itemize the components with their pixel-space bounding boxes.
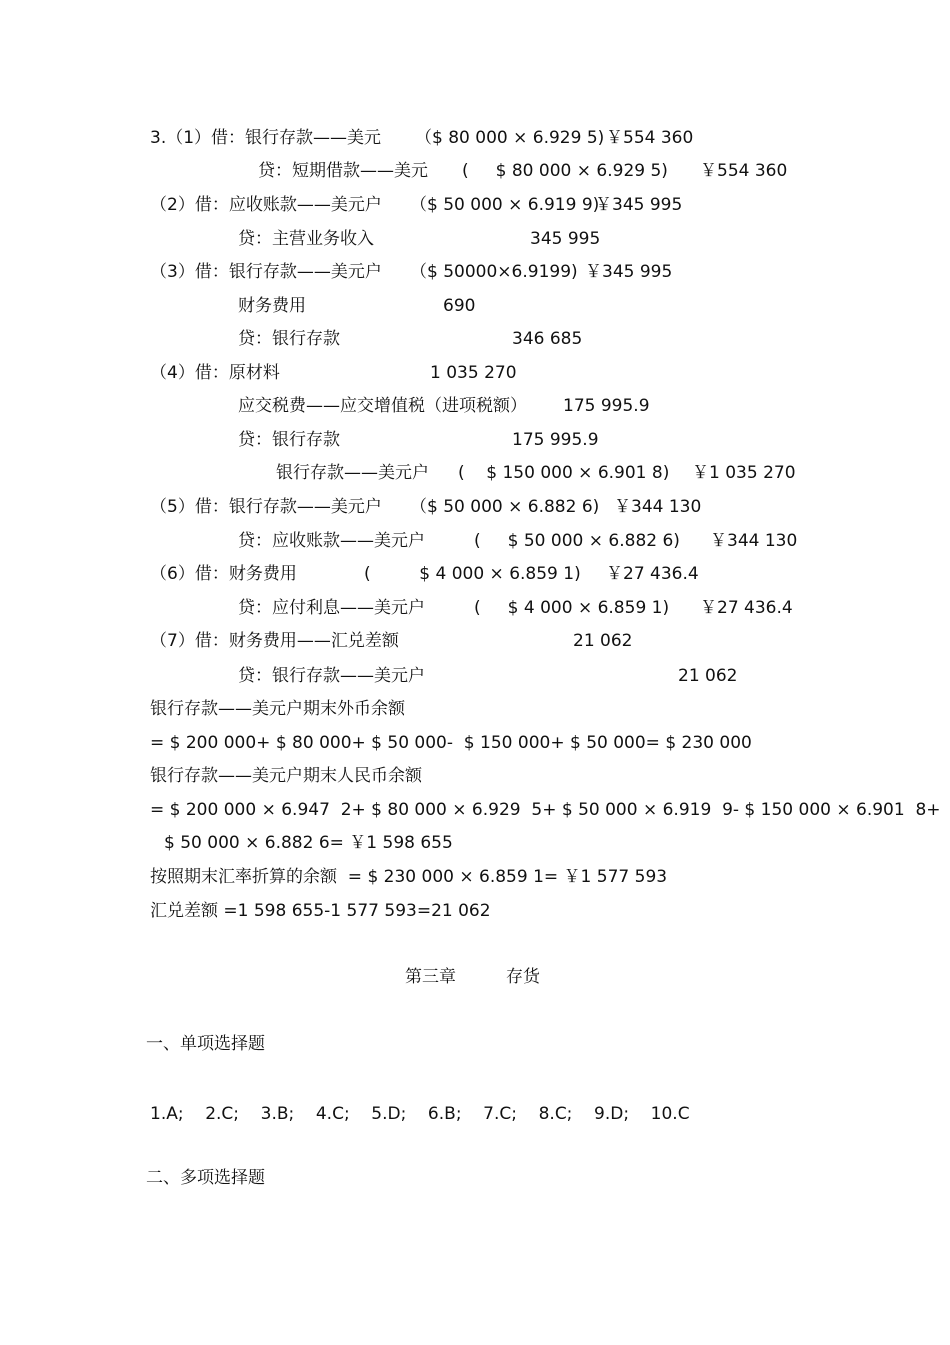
- entry-6-credit: 贷：应付利息——美元户: [238, 598, 425, 618]
- entry-4-debit: （4）借：原材料: [150, 363, 280, 383]
- entry-3-1-debit: 3.（1）借：银行存款——美元: [150, 128, 382, 148]
- entry-5-debit-amount: ￥344 130: [614, 497, 702, 517]
- entry-7-debit-amount: 21 062: [573, 631, 633, 651]
- summary-rmb-title: 银行存款——美元户期末人民币余额: [150, 766, 422, 786]
- summary-rmb-calc: = $ 200 000 × 6.947 2+ $ 80 000 × 6.929 5+ $ 50 000 × 6.919 9- $ 150 000 × 6.901 8+: [150, 800, 941, 820]
- entry-3-debit-calc: （$ 50000×6.9199): [410, 262, 578, 282]
- chapter-title: 存货: [506, 967, 540, 987]
- entry-5-debit: （5）借：银行存款——美元户: [150, 497, 382, 517]
- entry-7-credit-amount: 21 062: [678, 666, 738, 686]
- entry-7-debit: （7）借：财务费用——汇兑差额: [150, 631, 399, 651]
- entry-6-debit-calc: ( $ 4 000 × 6.859 1): [364, 564, 581, 584]
- entry-3-debit-2-amount: 690: [443, 296, 476, 316]
- section-single-choice: 一、单项选择题: [146, 1034, 265, 1054]
- entry-3-credit: 贷：银行存款: [238, 329, 340, 349]
- summary-exchange-diff: 汇兑差额 =1 598 655-1 577 593=21 062: [150, 901, 491, 921]
- entry-4-credit-amount: 175 995.9: [512, 430, 599, 450]
- entry-6-debit: （6）借：财务费用: [150, 564, 297, 584]
- entry-4-credit-2-amount: ￥1 035 270: [692, 463, 796, 483]
- entry-3-debit: （3）借：银行存款——美元户: [150, 262, 382, 282]
- entry-4-debit-2: 应交税费——应交增值税（进项税额）: [238, 396, 527, 416]
- entry-2-debit-amount: ￥345 995: [595, 195, 683, 215]
- entry-2-credit: 贷：主营业务收入: [238, 229, 374, 249]
- section-multiple-choice: 二、多项选择题: [146, 1168, 265, 1188]
- entry-2-credit-amount: 345 995: [530, 229, 601, 249]
- entry-3-1-credit-amount: ￥554 360: [700, 161, 788, 181]
- entry-3-1-debit-calc: （$ 80 000 × 6.929 5): [415, 128, 605, 148]
- entry-3-credit-amount: 346 685: [512, 329, 583, 349]
- entry-3-debit-2: 财务费用: [238, 296, 306, 316]
- entry-4-credit-2: 银行存款——美元户: [276, 463, 429, 483]
- summary-rmb-calc-cont: $ 50 000 × 6.882 6= ￥1 598 655: [164, 833, 453, 853]
- entry-5-credit: 贷：应收账款——美元户: [238, 531, 425, 551]
- entry-4-debit-2-amount: 175 995.9: [563, 396, 650, 416]
- entry-4-debit-amount: 1 035 270: [430, 363, 517, 383]
- entry-3-1-credit-calc: ( $ 80 000 × 6.929 5): [462, 161, 668, 181]
- summary-foreign-calc: = $ 200 000+ $ 80 000+ $ 50 000- $ 150 000+ $ 50 000= $ 230 000: [150, 733, 752, 753]
- entry-3-1-credit: 贷：短期借款——美元: [258, 161, 428, 181]
- entry-4-credit: 贷：银行存款: [238, 430, 340, 450]
- summary-foreign-title: 银行存款——美元户期末外币余额: [150, 699, 405, 719]
- entry-7-credit: 贷：银行存款——美元户: [238, 666, 425, 686]
- entry-5-credit-amount: ￥344 130: [710, 531, 798, 551]
- entry-2-debit-calc: （$ 50 000 × 6.919 9): [410, 195, 600, 215]
- summary-period-end: 按照期末汇率折算的余额 = $ 230 000 × 6.859 1= ￥1 577 593: [150, 867, 668, 887]
- single-choice-answers: 1.A; 2.C; 3.B; 4.C; 5.D; 6.B; 7.C; 8.C; 9.D; 10.C: [150, 1104, 690, 1124]
- entry-3-debit-amount: ￥345 995: [585, 262, 673, 282]
- entry-5-credit-calc: ( $ 50 000 × 6.882 6): [474, 531, 680, 551]
- entry-4-credit-2-calc: ( $ 150 000 × 6.901 8): [458, 463, 670, 483]
- chapter-number: 第三章: [405, 967, 456, 987]
- entry-6-credit-amount: ￥27 436.4: [700, 598, 793, 618]
- entry-6-credit-calc: ( $ 4 000 × 6.859 1): [474, 598, 670, 618]
- entry-6-debit-amount: ￥27 436.4: [606, 564, 699, 584]
- entry-5-debit-calc: （$ 50 000 × 6.882 6): [410, 497, 600, 517]
- entry-3-1-debit-amount: ￥554 360: [606, 128, 694, 148]
- entry-2-debit: （2）借：应收账款——美元户: [150, 195, 382, 215]
